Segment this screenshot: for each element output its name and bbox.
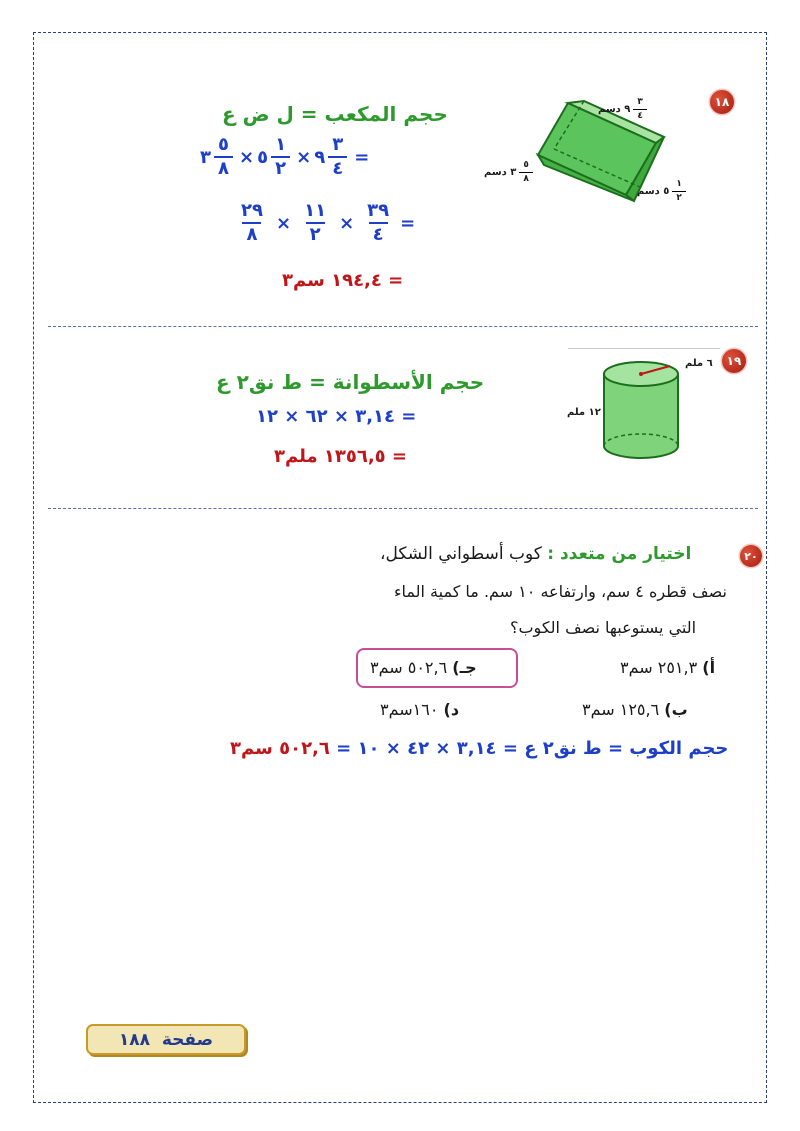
- problem-20-line-1: اختيار من متعدد : كوب أسطواني الشكل،: [380, 544, 692, 564]
- option-c: جـ) ٥٠٢,٦ سم٣: [370, 658, 477, 677]
- cube-step-1: ٣ $\frac{٥}{٨}$ × ٥ $\frac{١}{٢}$ × ٩ $\frac{٣}{٤}$ =: [200, 134, 370, 179]
- cylinder-volume-formula: حجم الأسطوانة = ط نق٢ ع: [216, 370, 485, 394]
- page-number: ١٨٨: [118, 1029, 151, 1050]
- cylinder-step-1: = ٣,١٤ × ٦٢ × ١٢: [256, 406, 417, 427]
- cube-result: = ١٩٤,٤ سم٣: [282, 270, 404, 291]
- problem-20-badge: ٢٠: [740, 545, 762, 567]
- cylinder-result: = ١٣٥٦,٥ ملم٣: [274, 446, 408, 467]
- page-label: صفحة: [161, 1029, 214, 1050]
- page-number-box: [86, 1024, 246, 1055]
- problem-20-line-3: التي يستوعبها نصف الكوب؟: [510, 618, 697, 637]
- cube-volume-formula: حجم المكعب = ل ض ع: [222, 102, 448, 126]
- cylinder-height-label: ١٢ ملم: [567, 407, 601, 418]
- option-a: أ) ٢٥١,٣ سم٣: [620, 658, 716, 677]
- cylinder-radius-label: ٦ ملم: [685, 358, 713, 369]
- prism-bottom-label: $\frac{١}{٢}$ ٥ دسم: [637, 180, 689, 203]
- option-b: ب) ١٢٥,٦ سم٣: [582, 700, 688, 719]
- prism-top-label: $\frac{٣}{٤}$ ٩ دسم: [598, 98, 650, 121]
- prism-left-label: $\frac{٥}{٨}$ ٣ دسم: [484, 161, 536, 184]
- option-d: د) ١٦٠سم٣: [380, 700, 460, 719]
- figure-rule: [568, 348, 720, 349]
- separator-2: [48, 508, 758, 509]
- problem-20-line-2: نصف قطره ٤ سم، وارتفاعه ١٠ سم. ما كمية الماء: [394, 582, 727, 601]
- problem-18-badge: ١٨: [710, 90, 734, 114]
- cube-step-2: $\frac{٢٩}{٨}$ × $\frac{١١}{٢}$ × $\frac{٣٩}{٤}$ =: [241, 200, 416, 245]
- cylinder-figure: [600, 358, 682, 466]
- separator-1: [48, 326, 758, 327]
- problem-19-badge: ١٩: [722, 349, 746, 373]
- problem-20-solution: حجم الكوب = ط نق٢ ع = ٣,١٤ × ٤٢ × ١٠ = ٥٠٢,٦ سم٣: [230, 738, 729, 759]
